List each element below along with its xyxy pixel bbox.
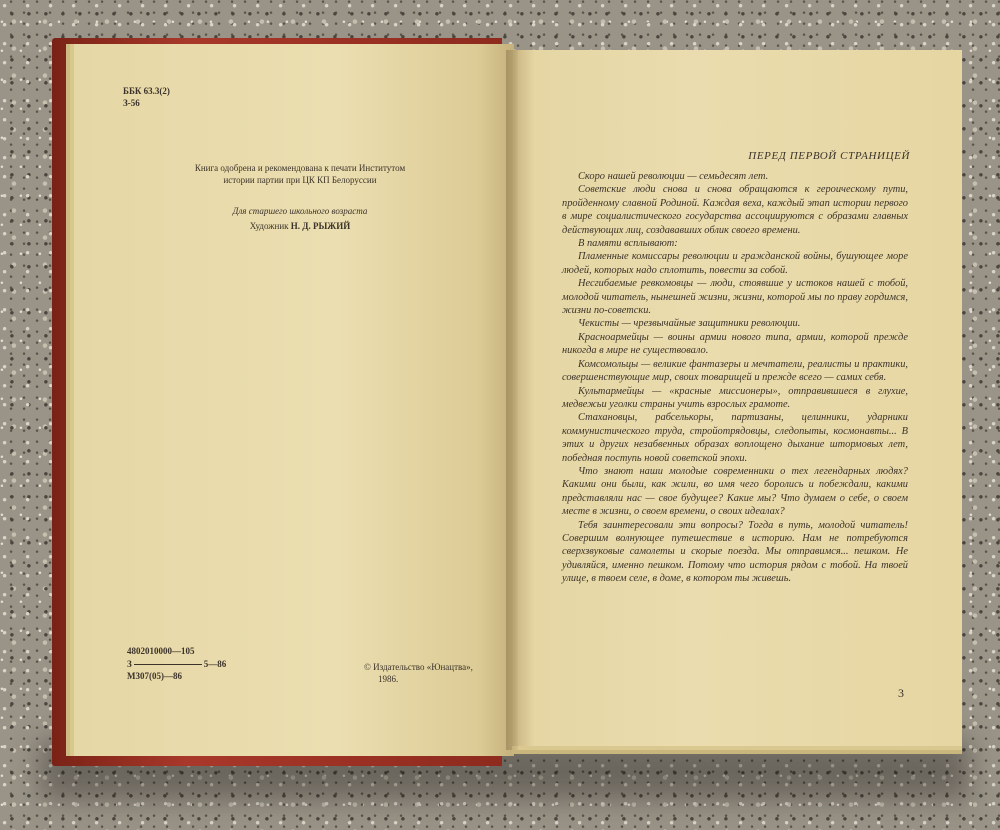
paragraph: Тебя заинтересовали эти вопросы? Тогда в путь, молодой читатель! Совершим волнующее путешествие в историю. Нам не потребуются сверхзвуковые самолеты и скорые поезда. Мы отправимся... пешком. Не удивляйся, именно пешком. Потому что история рядом с тобой. На твоей улице, в твоем селе, в доме, в котором ты живешь.: [562, 519, 908, 585]
paragraph: Скоро нашей революции — семьдесят лет.: [578, 171, 769, 182]
catalog-code-1: 4802010000—105: [127, 646, 195, 656]
catalog-code-2: [127, 659, 257, 669]
paragraph: Комсомольцы — великие фантазеры и мечтатели, реалисты и практики, совершенствующие мир, своих товарищей и прежде всего — самих себя.: [562, 358, 908, 384]
fraction-line: [134, 664, 202, 665]
chapter-heading: ПЕРЕД ПЕРВОЙ СТРАНИЦЕЙ: [748, 150, 910, 162]
catalog-code-2-right: 5—86: [203, 659, 227, 669]
paragraph: Чекисты — чрезвычайные защитники революции.: [578, 318, 801, 330]
artist-label: Художник: [249, 221, 289, 231]
audience-note: Для старшего школьного возраста: [232, 206, 368, 216]
classification-code: ББК 63.3(2): [123, 86, 170, 96]
copyright-publisher: © Издательство «Юнацтва»,: [364, 662, 473, 672]
classification-index: З-56: [123, 98, 140, 108]
page-number: 3: [898, 686, 904, 700]
approval-notice: [160, 162, 440, 186]
catalog-code-2-left: З: [127, 659, 132, 669]
artist-name: Н. Д. РЫЖИЙ: [290, 221, 351, 231]
paragraph: Советские люди снова и снова обращаются к героическому пути, пройденному славной Родиной. Каждая веха, каждый этап истории первого в мире социалистического государства ассоциируются с образами главных действующих лиц, создававших облик своего времени.: [562, 184, 908, 236]
paragraph: Что знают наши молодые современники о тех легендарных людях? Какими они были, как жили, во имя чего боролись и побеждали, какими представляли нас — свое будущее? Какие мы? Что думаем о себе, о своем месте в жизни, о своем времени, о своих идеалах?: [562, 465, 908, 518]
paragraph: Стахановцы, рабселькоры, партизаны, целинники, ударники коммунистического труда, стройотрядовцы, следопыты, космонавты... В этих и других незабвенных образах воплощено дыхание штормовых лет, победная поступь новой советской эпохи.: [562, 412, 908, 464]
paragraph: Красноармейцы — воины армии нового типа, армии, которой прежде никогда в мире не существовало.: [562, 331, 908, 357]
body-text: [562, 170, 908, 586]
approval-line: Книга одобрена и рекомендована к печати Институтом: [194, 163, 406, 173]
paragraph: Культармейцы — «красные миссионеры», отправившиеся в глухие, медвежьи уголки страны учить взрослых грамоте.: [562, 385, 908, 410]
artist-credit: [160, 221, 440, 231]
catalog-code-3: М307(05)—86: [127, 671, 182, 681]
paragraph: Пламенные комиссары революции и гражданской войны, бушующее море людей, которых надо сплотить, повести за собой.: [562, 251, 908, 276]
copyright-year: 1986.: [378, 674, 399, 684]
paragraph: В памяти всплывают:: [578, 238, 678, 250]
paragraph: Несгибаемые ревкомовцы — люди, стоявшие у истоков нашей с тобой, молодой читатель, нынешней жизни, жизни, которой мы по праву гордимся, жизни по-советски.: [562, 278, 908, 317]
approval-line: истории партии при ЦК КП Белоруссии: [223, 175, 377, 185]
book-gutter: [506, 50, 518, 750]
